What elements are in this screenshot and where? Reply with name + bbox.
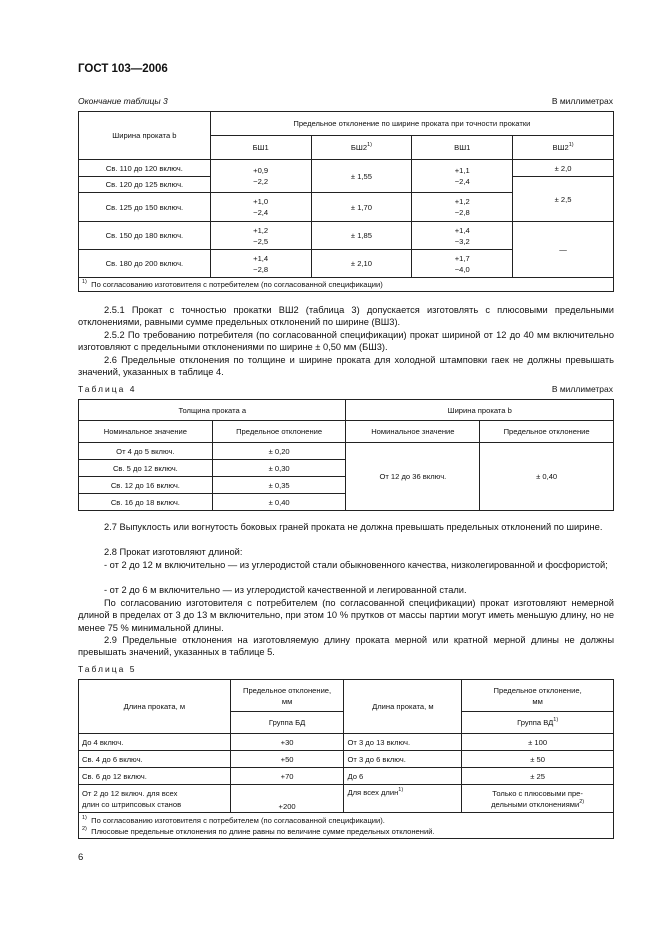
table3-header-vsh1: ВШ1 — [412, 136, 513, 160]
table-cell: ± 1,85 — [311, 222, 412, 250]
table4-header-nominal: Номинальное значение — [79, 421, 213, 443]
table-cell: Св. 110 до 120 включ. — [79, 160, 211, 177]
paragraph-2-8-a: - от 2 до 12 м включительно — из углеродистой стали обыкновенного качества, низколегированной и фосфористой; — [104, 560, 608, 570]
table5-header-group-bd: Группа БД — [230, 712, 344, 734]
table-cell: ± 0,40 — [480, 443, 614, 511]
table-cell: +200 — [230, 785, 344, 813]
table-cell: ± 100 — [462, 734, 614, 751]
table-cell: До 4 включ. — [79, 734, 231, 751]
table-cell: Для всех длин$^{1)}$ — [344, 785, 462, 813]
table3-header-vsh2: ВШ2$^{1)}$ — [513, 136, 614, 160]
document-header: ГОСТ 103—2006 — [78, 63, 168, 75]
table3-footnote: $^{1)}$ По согласованию изготовителя с потребителем (по согласованной спецификации) — [79, 278, 614, 292]
paragraph-2-7: 2.7 Выпуклость или вогнутость боковых граней проката не должна превышать предельных отклонений по ширине. — [104, 522, 603, 532]
table-cell: +70 — [230, 768, 344, 785]
table-cell: ± 2,10 — [311, 250, 412, 278]
paragraph-2-8-c: По согласованию изготовителя с потребителем (по согласованной спецификации) прокат изготовляют немерной длиной в пределах от 3 до 13 м включительно, при этом 10 % прутков от массы партии могут иметь меньшую длину, но не менее 75 % минимальной длины. — [78, 598, 614, 633]
table-cell: ± 25 — [462, 768, 614, 785]
table-cell: ± 0,20 — [212, 443, 346, 460]
table-cell: ± 50 — [462, 751, 614, 768]
table-cell: +1,4 −2,8 — [210, 250, 311, 278]
paragraph-2-9: 2.9 Предельные отклонения на изготовляемую длину проката мерной или кратной мерной длины не должны превышать значений, указанных в таблице 5. — [78, 635, 614, 658]
table-cell: ± 0,40 — [212, 494, 346, 511]
table-cell: Св. 12 до 16 включ. — [79, 477, 213, 494]
table4-header-deviation: Предельное отклонение — [480, 421, 614, 443]
table4-header-deviation: Предельное отклонение — [212, 421, 346, 443]
paragraph-2-8-b: - от 2 до 6 м включительно — из углеродистой качественной и легированной стали. — [104, 585, 467, 595]
table-cell: Св. 16 до 18 включ. — [79, 494, 213, 511]
table-cell: Св. 5 до 12 включ. — [79, 460, 213, 477]
table-cell: Св. 120 до 125 включ. — [79, 177, 211, 193]
table5-caption: Таблица 5 — [78, 664, 137, 674]
table5-header-length: Длина проката, м — [79, 680, 231, 734]
table3-caption: Окончание таблицы 3 — [78, 96, 168, 106]
paragraph-2-6: 2.6 Предельные отклонения по толщине и ширине проката для холодной штамповки гаек не должны превышать значений, указанных в таблице 4. — [78, 355, 614, 378]
table5-header-deviation: Предельное отклонение, мм — [230, 680, 344, 712]
table-cell: От 3 до 13 включ. — [344, 734, 462, 751]
table-cell: От 4 до 5 включ. — [79, 443, 213, 460]
table-cell: Св. 150 до 180 включ. — [79, 222, 211, 250]
table3-header-width: Ширина проката b — [79, 112, 211, 160]
table-cell: Св. 6 до 12 включ. — [79, 768, 231, 785]
table4-header-thickness: Толщина проката a — [79, 400, 346, 421]
table-cell: Св. 125 до 150 включ. — [79, 193, 211, 222]
table-cell: От 12 до 36 включ. — [346, 443, 480, 511]
table-cell: +0,9 −2,2 — [210, 160, 311, 193]
table-cell: ± 1,55 — [311, 160, 412, 193]
table5 — [78, 679, 614, 839]
table-cell: +1,2 −2,5 — [210, 222, 311, 250]
table-cell: ± 1,70 — [311, 193, 412, 222]
paragraph-2-5-1: 2.5.1 Прокат с точностью прокатки ВШ2 (таблица 3) допускается изготовлять с плюсовыми предельными отклонениями, равными сумме предельных отклонений по ширине (ВШ3). — [78, 305, 614, 328]
table5-header-group-vd: Группа ВД$^{1)}$ — [462, 712, 614, 734]
table-cell: До 6 — [344, 768, 462, 785]
table-cell: +30 — [230, 734, 344, 751]
table-cell: ± 0,30 — [212, 460, 346, 477]
table-cell: От 3 до 6 включ. — [344, 751, 462, 768]
table-cell: +1,0 −2,4 — [210, 193, 311, 222]
table-cell: +1,2 −2,8 — [412, 193, 513, 222]
table-cell: ± 2,5 — [513, 177, 614, 222]
table-cell: От 2 до 12 включ. для всех длин со штрипсовых станов — [79, 785, 231, 813]
table-cell: ± 2,0 — [513, 160, 614, 177]
table5-header-length: Длина проката, м — [344, 680, 462, 734]
table-cell: +1,4 −3,2 — [412, 222, 513, 250]
table-cell: +50 — [230, 751, 344, 768]
table-cell: Св. 180 до 200 включ. — [79, 250, 211, 278]
table4-header-width: Ширина проката b — [346, 400, 614, 421]
table3-units: В миллиметрах — [551, 96, 613, 106]
table3 — [78, 111, 614, 292]
table4 — [78, 399, 614, 511]
paragraph-2-5-2: 2.5.2 По требованию потребителя (по согласованной спецификации) прокат шириной от 12 до 40 мм включительно изготовляют с предельными отклонениями по ширине ± 0,50 мм (БШ3). — [78, 330, 614, 353]
table4-caption: Таблица 4 — [78, 384, 137, 394]
table-cell: +1,1 −2,4 — [412, 160, 513, 193]
table3-header-group: Предельное отклонение по ширине проката при точности прокатки — [210, 112, 613, 136]
table4-header-nominal: Номинальное значение — [346, 421, 480, 443]
table3-header-bsh1: БШ1 — [210, 136, 311, 160]
table-cell: Св. 4 до 6 включ. — [79, 751, 231, 768]
table3-header-bsh2: БШ2$^{1)}$ — [311, 136, 412, 160]
table4-units: В миллиметрах — [551, 384, 613, 394]
table-cell: +1,7 −4,0 — [412, 250, 513, 278]
page-number: 6 — [78, 852, 84, 863]
table-cell: ± 0,35 — [212, 477, 346, 494]
paragraph-2-8: 2.8 Прокат изготовляют длиной: — [104, 547, 243, 557]
table5-header-deviation: Предельное отклонение, мм — [462, 680, 614, 712]
table-cell: Только с плюсовыми пре- дельными отклонениями$^{2)}$ — [462, 785, 614, 813]
table-cell: — — [513, 222, 614, 278]
table5-footnotes: $^{1)}$ По согласованию изготовителя с потребителем (по согласованной спецификации). $^{2)}$ Плюсовые предельные отклонения по длине равны по величине сумме предельных отклонений. — [79, 813, 614, 839]
